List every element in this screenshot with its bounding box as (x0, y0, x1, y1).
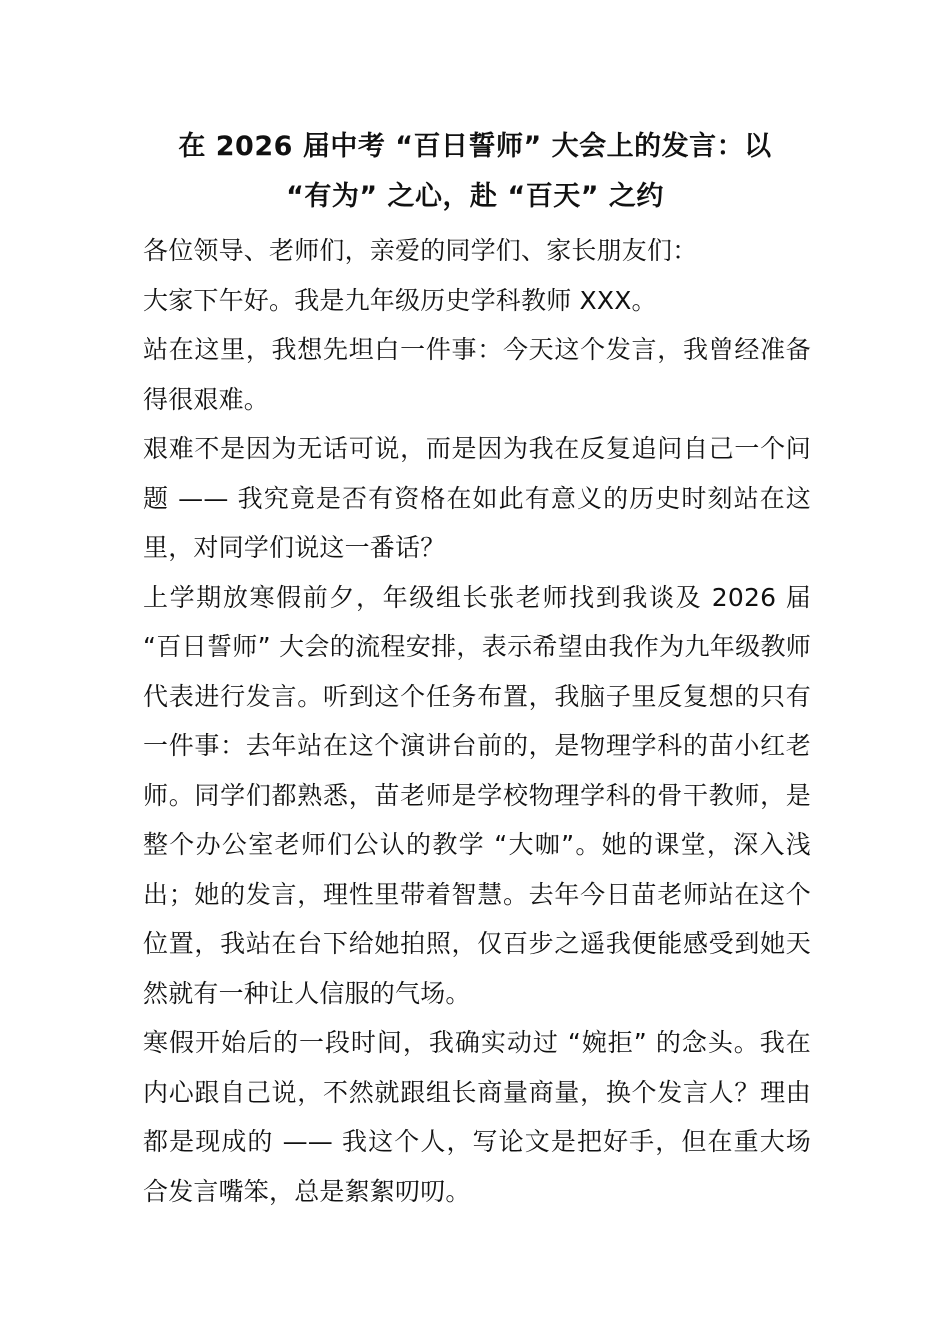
title-line-2: “有为” 之心，赴 “百天” 之约 (286, 181, 664, 212)
paragraph-confession: 站在这里，我想先坦白一件事：今天这个发言，我曾经准备得很艰难。 (143, 335, 811, 414)
paragraph-greeting: 大家下午好。我是九年级历史学科教师 XXX。 (143, 285, 657, 315)
title-line-1: 在 2026 届中考 “百日誓师” 大会上的发言：以 (178, 131, 772, 162)
document-title (140, 122, 810, 222)
paragraph-hesitation: 寒假开始后的一段时间，我确实动过 “婉拒” 的念头。我在内心跟自己说，不然就跟组长商量商量，换个发言人？理由都是现成的 —— 我这个人，写论文是把好手，但在重大场合发言嘴笨，总是絮絮叨叨。 (143, 1028, 811, 1206)
paragraph-question: 艰难不是因为无话可说，而是因为我在反复追问自己一个问题 —— 我究竟是否有资格在如此有意义的历史时刻站在这里，对同学们说这一番话？ (143, 434, 811, 562)
paragraph-assignment: 上学期放寒假前夕，年级组长张老师找到我谈及 2026 届 “百日誓师” 大会的流程安排，表示希望由我作为九年级教师代表进行发言。听到这个任务布置，我脑子里反复想的只有一件事：去年站在这个演讲台前的，是物理学科的苗小红老师。同学们都熟悉，苗老师是学校物理学科的骨干教师，是整个办公室老师们公认的教学 “大咖”。她的课堂，深入浅出；她的发言，理性里带着智慧。去年今日苗老师站在这个位置，我站在台下给她拍照，仅百步之遥我便能感受到她天然就有一种让人信服的气场。 (143, 582, 811, 1008)
document-body (143, 226, 811, 1216)
paragraph-salutation: 各位领导、老师们，亲爱的同学们、家长朋友们： (143, 236, 698, 265)
